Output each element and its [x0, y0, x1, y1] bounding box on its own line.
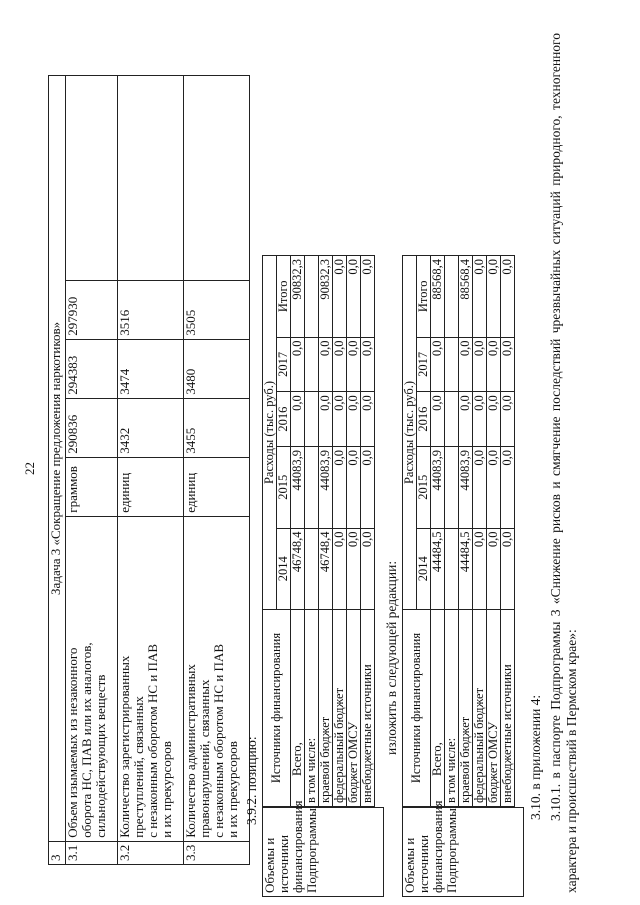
row-2016: 294383: [66, 339, 118, 398]
row-label: краевой бюджет: [459, 610, 473, 807]
table-row: [66, 76, 118, 865]
year-2017: 2017: [417, 337, 431, 392]
cell: 0,0: [473, 256, 487, 338]
row-2016: 3480: [184, 339, 250, 398]
task-header-num: 3: [49, 841, 66, 864]
row-2015: 3455: [184, 398, 250, 457]
cell: 0,0: [333, 392, 347, 447]
row-2017: 297930: [66, 280, 118, 339]
table-row: [184, 76, 250, 865]
task-table: [48, 75, 250, 865]
row-name-line: Количество зарегистрированных: [117, 655, 132, 838]
row-label: федеральный бюджет: [473, 610, 487, 807]
row-name-line: с незаконным оборотом НС и ПАВ: [145, 644, 161, 838]
table-row: [431, 256, 445, 807]
sources-header: Источники финансирования: [263, 610, 291, 807]
expenses-header: Расходы (тыс. руб.): [263, 256, 277, 610]
row-2017: 3516: [118, 280, 184, 339]
cell: 44083,9: [319, 447, 333, 528]
restate-text: изложить в следующей редакции:: [384, 560, 399, 755]
row-name-line: и их прекурсоров: [225, 741, 241, 838]
table-row: [333, 256, 347, 807]
row-unit: единиц: [118, 457, 184, 516]
row-name-line: правонарушений, связанных: [197, 679, 213, 838]
cell: 0,0: [361, 256, 375, 338]
page-number: 22: [22, 462, 37, 475]
cell: 0,0: [473, 392, 487, 447]
cell: 0,0: [473, 447, 487, 528]
sources-header: Источники финансирования: [403, 610, 431, 807]
label-line: Подпрограммы: [444, 808, 459, 893]
table-row: [305, 256, 319, 807]
row-label: в том числе:: [305, 610, 319, 807]
row-label: Всего,: [431, 610, 445, 807]
row-label: бюджет ОМСУ: [347, 610, 361, 807]
label-line: финансирования: [290, 800, 305, 893]
cell: 0,0: [501, 447, 515, 528]
cell: 0,0: [487, 256, 501, 338]
row-name: [66, 516, 118, 841]
cell: 44484,5: [431, 528, 445, 609]
cell: 0,0: [431, 392, 445, 447]
cell: 0,0: [347, 337, 361, 392]
label-line: Объемы и источники: [402, 834, 431, 893]
table-row: [473, 256, 487, 807]
fin-header-row: [403, 256, 417, 807]
expenses-header: Расходы (тыс. руб.): [403, 256, 417, 610]
year-total: Итого: [277, 256, 291, 338]
row-name-line: с незаконным оборотом НС и ПАВ: [211, 644, 227, 838]
cell: 0,0: [333, 447, 347, 528]
cell: 0,0: [487, 447, 501, 528]
table-row: [361, 256, 375, 807]
row-unit: граммов: [66, 457, 118, 516]
row-name: [118, 516, 184, 841]
table-row: [501, 256, 515, 807]
cell: 0,0: [473, 528, 487, 609]
row-num: 3.1: [66, 841, 118, 864]
table-row: [459, 256, 473, 807]
task-header-title: Задача 3 «Сокращение предложения наркотиков»: [49, 76, 66, 842]
cell: 0,0: [319, 392, 333, 447]
task-header-row: [49, 76, 66, 865]
row-num: 3.3: [184, 841, 250, 864]
cell: 44484,5: [459, 528, 473, 609]
cell: 46748,4: [291, 528, 305, 609]
row-unit: единиц: [184, 457, 250, 516]
year-2016: 2016: [417, 392, 431, 447]
row-label: внебюджетные источники: [361, 610, 375, 807]
cell: 0,0: [501, 528, 515, 609]
cell: 0,0: [501, 392, 515, 447]
cell: 0,0: [487, 392, 501, 447]
cell: 0,0: [361, 528, 375, 609]
year-2015: 2015: [277, 447, 291, 528]
cell: 0,0: [487, 337, 501, 392]
fin-label-old: [262, 800, 384, 897]
cell: 0,0: [459, 392, 473, 447]
cell: 0,0: [333, 337, 347, 392]
table-row: [445, 256, 459, 807]
table-row: [487, 256, 501, 807]
row-label: внебюджетные источники: [501, 610, 515, 807]
row-name: [184, 516, 250, 841]
item-3-9-2: 3.9.2. позицию:: [244, 736, 259, 825]
row-name-line: Количество административных: [183, 664, 198, 838]
row-label: краевой бюджет: [319, 610, 333, 807]
cell: 0,0: [291, 392, 305, 447]
cell: 0,0: [347, 447, 361, 528]
cell: 0,0: [333, 256, 347, 338]
row-blank: [118, 76, 184, 281]
cell: 46748,4: [319, 528, 333, 609]
cell: 0,0: [487, 528, 501, 609]
cell: 44083,9: [459, 447, 473, 528]
row-2015: 3432: [118, 398, 184, 457]
row-label: бюджет ОМСУ: [487, 610, 501, 807]
cell: 0,0: [347, 256, 361, 338]
label-line: Объемы и источники: [262, 834, 291, 893]
label-line: финансирования: [430, 800, 445, 893]
cell: 0,0: [361, 337, 375, 392]
table-row: [347, 256, 361, 807]
fin-header-row: [263, 256, 277, 807]
row-name-line: Объем изымаемых из незаконного: [65, 647, 80, 838]
row-name-line: и их прекурсоров: [159, 741, 175, 838]
row-label: федеральный бюджет: [333, 610, 347, 807]
year-2014: 2014: [417, 528, 431, 609]
row-name-line: оборота НС, ПАВ или их аналогов,: [79, 642, 95, 838]
cell: 44083,9: [291, 447, 305, 528]
cell: 0,0: [291, 337, 305, 392]
row-2016: 3474: [118, 339, 184, 398]
cell: 0,0: [347, 528, 361, 609]
year-2017: 2017: [277, 337, 291, 392]
row-label: в том числе:: [445, 610, 459, 807]
fin-table-old: [262, 255, 375, 807]
fin-table-new: [402, 255, 515, 807]
cell: 88568,4: [459, 256, 473, 338]
row-name-line: преступлений, связанных: [131, 696, 147, 838]
cell: 0,0: [347, 392, 361, 447]
cell: 0,0: [319, 337, 333, 392]
cell: 0,0: [361, 392, 375, 447]
row-blank: [184, 76, 250, 281]
table-row: [291, 256, 305, 807]
cell: 90832,3: [319, 256, 333, 338]
year-2014: 2014: [277, 528, 291, 609]
cell: 90832,3: [291, 256, 305, 338]
table-row: [118, 76, 184, 865]
cell: 0,0: [501, 337, 515, 392]
cell: 0,0: [431, 337, 445, 392]
fin-label-new: [402, 800, 524, 897]
item-3-10: 3.10. в приложении 4:: [528, 694, 543, 820]
cell: 0,0: [459, 337, 473, 392]
year-2015: 2015: [417, 447, 431, 528]
row-name-line: сильнодействующих веществ: [93, 674, 109, 838]
cell: 0,0: [361, 447, 375, 528]
label-line: Подпрограммы: [304, 808, 319, 893]
item-3-10-1: 3.10.1. в паспорте Подпрограммы 3 «Снижение рисков и смягчение последствий чрезвычайных ситуаций природного, техногенного характера и происшествий в Пермском крае»:: [548, 33, 579, 893]
cell: 0,0: [501, 256, 515, 338]
cell: 88568,4: [431, 256, 445, 338]
year-total: Итого: [417, 256, 431, 338]
row-label: Всего,: [291, 610, 305, 807]
table-row: [319, 256, 333, 807]
row-2017: 3505: [184, 280, 250, 339]
row-blank: [66, 76, 118, 281]
cell: 0,0: [473, 337, 487, 392]
cell: 44083,9: [431, 447, 445, 528]
row-2015: 290836: [66, 398, 118, 457]
year-2016: 2016: [277, 392, 291, 447]
row-num: 3.2: [118, 841, 184, 864]
cell: 0,0: [333, 528, 347, 609]
